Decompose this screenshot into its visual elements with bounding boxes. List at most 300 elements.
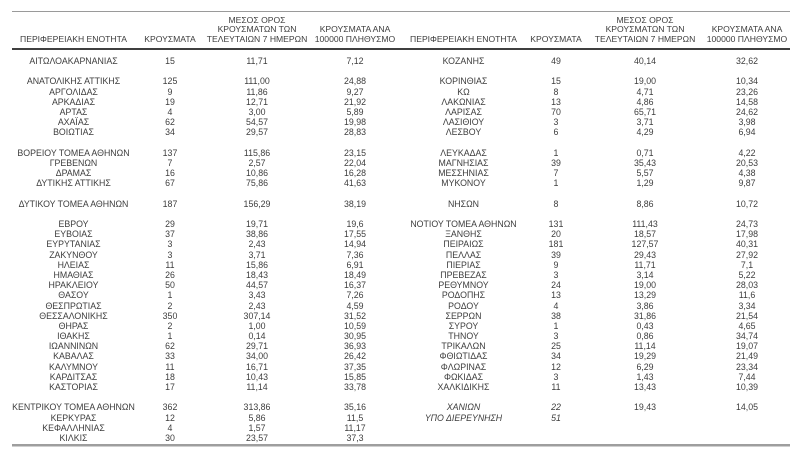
per100k-cell [704, 188, 790, 198]
avg7-cell: 11,14 [246, 382, 268, 392]
per100k-cell: 10,34 [735, 76, 758, 87]
avg7-cell: 11,71 [634, 259, 656, 270]
table-header-row [12, 11, 790, 50]
avg7-cell: 11,14 [634, 341, 656, 352]
avg7-cell: 34,00 [245, 351, 268, 362]
region-cell [401, 209, 526, 219]
cases-cell: 13 [551, 96, 561, 107]
per100k-cell [309, 66, 401, 76]
avg7-cell: 19,00 [633, 76, 656, 87]
header-region-right: ΠΕΡΙΦΕΡΕΙΑΚΗ ΕΝΟΤΗΤΑ [410, 34, 517, 45]
cases-cell: 49 [551, 56, 561, 66]
avg7-cell: 75,86 [245, 178, 268, 189]
per100k-cell: 24,88 [343, 76, 366, 87]
region-cell: ΛΕΣΒΟΥ [445, 127, 482, 138]
region-cell: ΚΑΡΔΙΤΣΑΣ [49, 371, 98, 382]
table-row [12, 199, 790, 209]
avg7-cell: 13,29 [633, 290, 656, 301]
per100k-cell [309, 392, 401, 402]
cases-cell: 25 [551, 341, 561, 352]
per100k-cell: 7,1 [740, 259, 754, 270]
region-cell: ΘΗΡΑΣ [58, 320, 89, 331]
region-cell: ΠΕΛΛΑΣ [445, 249, 482, 260]
header-per100k-left: ΚΡΟΥΣΜΑΤΑ ΑΝΑ 100000 ΠΛΗΘΥΣΜΟ [314, 24, 396, 45]
per100k-cell: 19,6 [346, 219, 364, 229]
cases-cell: 9 [553, 259, 559, 270]
region-cell: ΤΡΙΚΑΛΩΝ [441, 341, 486, 352]
avg7-cell: 127,57 [631, 239, 659, 250]
region-cell: ΛΑΚΩΝΙΑΣ [441, 96, 486, 107]
spacer-row [12, 138, 790, 148]
region-cell [12, 66, 135, 76]
cases-cell: 8 [553, 198, 559, 209]
per100k-cell [704, 433, 790, 443]
per100k-cell [309, 188, 401, 198]
table-row [12, 423, 790, 433]
per100k-cell: 22,04 [343, 157, 366, 168]
cases-cell: 30 [165, 432, 175, 443]
spacer-row [12, 66, 790, 76]
avg7-cell: 4,86 [636, 96, 654, 107]
avg7-cell: 6,29 [636, 361, 654, 372]
per100k-cell: 9,27 [346, 86, 364, 97]
region-cell: ΕΒΡΟΥ [58, 219, 89, 229]
cases-cell: 13 [551, 290, 561, 301]
region-cell: ΑΧΑΪΑΣ [57, 117, 90, 128]
cases-cell: 7 [553, 168, 559, 179]
region-cell: ΝΟΤΙΟΥ ΤΟΜΕΑ ΑΘΗΝΩΝ [410, 219, 517, 229]
region-cell: ΤΗΝΟΥ [448, 331, 479, 342]
table-row [12, 341, 790, 351]
per100k-cell: 19,98 [343, 117, 366, 128]
avg7-cell: 35,43 [633, 157, 656, 168]
table-row [12, 280, 790, 290]
avg7-cell: 111,43 [632, 219, 658, 229]
region-cell: ΚΩ [457, 86, 470, 97]
cases-cell: 137 [162, 147, 178, 158]
table-row [12, 56, 790, 66]
region-cell: ΑΡΚΑΔΙΑΣ [51, 96, 96, 107]
cases-cell [526, 392, 586, 402]
cases-cell [526, 138, 586, 148]
header-per100k-right: ΚΡΟΥΣΜΑΤΑ ΑΝΑ 100000 ΠΛΗΘΥΣΜΟ [706, 24, 788, 45]
region-cell: ΘΕΣΠΡΩΤΙΑΣ [45, 300, 102, 311]
region-cell: ΚΕΝΤΡΙΚΟΥ ΤΟΜΕΑ ΑΘΗΝΩΝ [12, 402, 135, 413]
avg7-cell: 65,71 [633, 106, 656, 117]
region-cell: ΚΕΦΑΛΛΗΝΙΑΣ [42, 422, 105, 433]
per100k-cell [704, 423, 790, 433]
per100k-cell: 37,35 [343, 361, 366, 372]
cases-cell [526, 209, 586, 219]
per100k-cell: 27,92 [735, 249, 758, 260]
avg7-cell: 18,57 [633, 229, 656, 240]
avg7-cell [205, 209, 309, 219]
avg7-cell: 29,71 [245, 341, 268, 352]
cases-cell: 11 [165, 259, 175, 270]
per100k-cell [704, 209, 790, 219]
per100k-cell: 6,94 [738, 127, 756, 138]
region-cell: ΔΥΤΙΚΟΥ ΤΟΜΕΑ ΑΘΗΝΩΝ [18, 198, 129, 209]
per100k-cell: 40,31 [735, 239, 758, 250]
avg7-cell: 115,86 [243, 147, 271, 158]
region-cell: ΦΘΙΩΤΙΔΑΣ [439, 351, 488, 362]
cases-cell: 4 [553, 300, 559, 311]
region-cell: ΠΡΕΒΕΖΑΣ [440, 269, 487, 280]
per100k-cell: 7,36 [346, 249, 364, 260]
per100k-cell: 4,59 [346, 300, 364, 311]
table-row [12, 127, 790, 137]
per100k-cell: 14,58 [735, 96, 758, 107]
per100k-cell: 33,78 [343, 382, 366, 392]
avg7-cell: 2,57 [248, 157, 266, 168]
table-row [12, 321, 790, 331]
per100k-cell: 4,22 [738, 147, 756, 158]
region-cell: ΑΙΤΩΛΟΑΚΑΡΝΑΝΙΑΣ [29, 56, 118, 66]
cases-cell: 350 [162, 310, 178, 321]
avg7-cell: 1,57 [248, 422, 266, 433]
region-cell: ΑΡΓΟΛΙΔΑΣ [49, 86, 98, 97]
per100k-cell [704, 413, 790, 423]
cases-cell: 3 [553, 331, 559, 342]
table-row [12, 250, 790, 260]
per100k-cell: 6,91 [346, 259, 364, 270]
per100k-cell: 15,85 [343, 371, 366, 382]
table-body [12, 50, 790, 443]
table-row [12, 331, 790, 341]
region-cell: ΕΥΒΟΙΑΣ [54, 229, 93, 240]
cases-cell: 7 [167, 157, 173, 168]
per100k-cell: 10,39 [735, 382, 758, 392]
avg7-cell: 13,43 [633, 382, 656, 392]
per100k-cell: 19,07 [735, 341, 758, 352]
region-cell: ΦΩΚΙΔΑΣ [443, 371, 484, 382]
cases-cell: 62 [165, 341, 175, 352]
cases-cell: 24 [551, 280, 561, 291]
per100k-cell: 31,52 [343, 310, 366, 321]
cases-cell [135, 188, 205, 198]
cases-cell: 39 [551, 157, 561, 168]
per100k-cell: 4,38 [738, 168, 756, 179]
avg7-cell: 4,29 [636, 127, 654, 138]
cases-cell: 67 [165, 178, 175, 189]
cases-cell: 20 [551, 229, 561, 240]
per100k-cell: 11,5 [346, 412, 364, 423]
table-row [12, 402, 790, 412]
region-cell: ΑΝΑΤΟΛΙΚΗΣ ΑΤΤΙΚΗΣ [26, 76, 121, 87]
cases-cell: 22 [551, 402, 561, 413]
per100k-cell: 3,98 [738, 117, 756, 128]
per100k-cell: 7,26 [346, 290, 364, 301]
per100k-cell: 21,49 [735, 351, 758, 362]
cases-cell: 11 [165, 361, 175, 372]
avg7-cell: 15,86 [245, 259, 268, 270]
avg7-cell: 19,43 [633, 402, 656, 413]
per100k-cell: 5,89 [346, 106, 364, 117]
per100k-cell: 11,17 [344, 422, 366, 433]
avg7-cell: 5,57 [636, 168, 654, 179]
avg7-cell: 156,29 [243, 198, 271, 209]
cases-cell: 12 [165, 412, 175, 423]
region-cell: ΠΙΕΡΙΑΣ [446, 259, 481, 270]
cases-cell: 3 [553, 117, 559, 128]
per100k-cell: 18,49 [343, 269, 366, 280]
per100k-cell: 16,37 [343, 280, 366, 291]
cases-cell: 1 [553, 320, 559, 331]
per100k-cell: 10,72 [735, 198, 758, 209]
avg7-cell: 31,86 [633, 310, 656, 321]
cases-cell [526, 423, 586, 433]
region-cell: ΒΟΡΕΙΟΥ ΤΟΜΕΑ ΑΘΗΝΩΝ [17, 147, 130, 158]
region-cell: ΙΩΑΝΝΙΝΩΝ [48, 341, 99, 352]
region-cell [12, 392, 135, 402]
region-cell: ΒΟΙΩΤΙΑΣ [53, 127, 94, 138]
cases-cell: 1 [167, 290, 173, 301]
avg7-cell: 12,71 [245, 96, 268, 107]
region-cell: ΧΑΝΙΩΝ [446, 402, 481, 413]
table-row [12, 351, 790, 361]
per100k-cell: 38,19 [343, 198, 366, 209]
per100k-cell: 7,44 [738, 371, 756, 382]
per100k-cell [704, 392, 790, 402]
avg7-cell: 3,00 [248, 106, 266, 117]
avg7-cell: 5,86 [248, 412, 266, 423]
avg7-cell: 2,43 [248, 239, 266, 250]
table-row [12, 270, 790, 280]
table-row [12, 168, 790, 178]
per100k-cell [704, 66, 790, 76]
cases-cell: 17 [165, 382, 175, 392]
avg7-cell: 19,29 [633, 351, 656, 362]
region-cell: ΖΑΚΥΝΘΟΥ [49, 249, 98, 260]
avg7-cell: 10,43 [245, 371, 268, 382]
region-cell: ΔΡΑΜΑΣ [55, 168, 92, 179]
cases-cell: 62 [165, 117, 175, 128]
region-cell: ΕΥΡΥΤΑΝΙΑΣ [46, 239, 101, 250]
cases-cell: 362 [162, 402, 178, 413]
table-row [12, 362, 790, 372]
header-cases-left: ΚΡΟΥΣΜΑΤΑ [144, 34, 196, 45]
regional-cases-table [12, 11, 790, 447]
avg7-cell: 8,86 [636, 198, 654, 209]
table-row [12, 219, 790, 229]
cases-cell [526, 66, 586, 76]
cases-cell: 11 [551, 382, 561, 392]
avg7-cell: 313,86 [243, 402, 271, 413]
table-row [12, 311, 790, 321]
avg7-cell: 38,86 [245, 229, 268, 240]
avg7-cell [586, 188, 704, 198]
per100k-cell [309, 138, 401, 148]
per100k-cell: 16,28 [343, 168, 366, 179]
per100k-cell: 32,62 [735, 56, 758, 66]
avg7-cell [205, 138, 309, 148]
avg7-cell: 3,14 [636, 269, 654, 280]
cases-cell: 34 [551, 351, 561, 362]
avg7-cell: 29,57 [245, 127, 268, 138]
avg7-cell: 11,71 [246, 56, 268, 66]
cases-cell: 51 [551, 412, 561, 423]
region-cell [12, 188, 135, 198]
spacer-row [12, 392, 790, 402]
region-cell [401, 392, 526, 402]
avg7-cell [205, 392, 309, 402]
table-row [12, 413, 790, 423]
region-cell: ΚΙΛΚΙΣ [59, 432, 88, 443]
table-row [12, 372, 790, 382]
region-cell [401, 138, 526, 148]
per100k-cell: 23,26 [735, 86, 758, 97]
cases-cell [526, 188, 586, 198]
per100k-cell: 10,59 [343, 320, 366, 331]
region-cell: ΜΥΚΟΝΟΥ [441, 178, 486, 189]
header-cases-right: ΚΡΟΥΣΜΑΤΑ [530, 34, 582, 45]
avg7-cell: 3,86 [636, 300, 654, 311]
region-cell: ΡΟΔΟΠΗΣ [441, 290, 486, 301]
cases-cell: 37 [165, 229, 175, 240]
cases-cell: 38 [551, 310, 561, 321]
cases-cell: 8 [553, 86, 559, 97]
per100k-cell: 20,53 [735, 157, 758, 168]
per100k-cell: 14,05 [735, 402, 758, 413]
per100k-cell: 30,95 [343, 331, 366, 342]
cases-cell: 4 [167, 106, 173, 117]
region-cell: ΦΛΩΡΙΝΑΣ [440, 361, 487, 372]
cases-cell: 1 [167, 331, 173, 342]
avg7-cell [586, 138, 704, 148]
region-cell [401, 66, 526, 76]
region-cell: ΡΕΘΥΜΝΟΥ [438, 280, 489, 291]
table-row [12, 301, 790, 311]
region-cell: ΗΛΕΙΑΣ [57, 259, 90, 270]
avg7-cell: 44,57 [245, 280, 268, 291]
region-cell: ΛΕΥΚΑΔΑΣ [440, 147, 487, 158]
cases-cell: 29 [165, 219, 175, 229]
cases-cell: 18 [165, 371, 175, 382]
cases-cell: 26 [165, 269, 175, 280]
region-cell [12, 209, 135, 219]
region-cell: ΔΥΤΙΚΗΣ ΑΤΤΙΚΗΣ [36, 178, 111, 189]
per100k-cell: 23,34 [735, 361, 758, 372]
cases-cell: 4 [167, 422, 173, 433]
cases-cell: 70 [551, 106, 561, 117]
cases-cell: 3 [553, 269, 559, 280]
avg7-cell: 111,00 [244, 76, 270, 87]
per100k-cell: 35,16 [343, 402, 366, 413]
spacer-row [12, 209, 790, 219]
avg7-cell: 2,43 [248, 300, 266, 311]
cases-cell: 39 [551, 249, 561, 260]
per100k-cell: 24,73 [735, 219, 758, 229]
cases-cell: 12 [551, 361, 561, 372]
region-cell: ΗΡΑΚΛΕΙΟΥ [48, 280, 99, 291]
avg7-cell: 16,71 [245, 361, 268, 372]
avg7-cell: 0,71 [636, 147, 654, 158]
cases-cell [526, 433, 586, 443]
per100k-cell: 34,74 [735, 331, 758, 342]
region-cell: ΚΑΛΥΜΝΟΥ [49, 361, 98, 372]
avg7-cell: 0,43 [636, 320, 654, 331]
cases-cell: 19 [165, 96, 175, 107]
region-cell: ΣΥΡΟΥ [448, 320, 479, 331]
cases-cell [135, 138, 205, 148]
region-cell: ΝΗΣΩΝ [447, 198, 480, 209]
region-cell: ΚΕΡΚΥΡΑΣ [50, 412, 97, 423]
cases-cell: 3 [167, 249, 173, 260]
per100k-cell: 7,12 [346, 56, 364, 66]
avg7-cell: 3,43 [248, 290, 266, 301]
region-cell [401, 188, 526, 198]
table-row [12, 117, 790, 127]
per100k-cell: 41,63 [343, 178, 366, 189]
avg7-cell: 4,71 [636, 86, 654, 97]
header-avg7-left: ΜΕΣΟΣ ΟΡΟΣ ΚΡΟΥΣΜΑΤΩΝ ΤΩΝ ΤΕΛΕΥΤΑΙΩΝ 7 ΗΜΕΡΩΝ [206, 14, 308, 45]
avg7-cell: 1,00 [248, 320, 266, 331]
header-region-left: ΠΕΡΙΦΕΡΕΙΑΚΗ ΕΝΟΤΗΤΑ [20, 34, 127, 45]
table-row [12, 178, 790, 188]
region-cell: ΙΘΑΚΗΣ [57, 331, 90, 342]
per100k-cell: 28,03 [735, 280, 758, 291]
avg7-cell [586, 392, 704, 402]
avg7-cell: 18,43 [245, 269, 268, 280]
table-row [12, 433, 790, 443]
avg7-cell: 23,57 [245, 432, 268, 443]
region-cell: ΧΑΛΚΙΔΙΚΗΣ [437, 382, 490, 392]
cases-cell: 16 [165, 168, 175, 179]
table-row [12, 239, 790, 249]
spacer-row [12, 188, 790, 198]
cases-cell: 1 [553, 147, 559, 158]
per100k-cell: 3,34 [738, 300, 756, 311]
cases-cell [135, 392, 205, 402]
cases-cell: 1 [553, 178, 559, 189]
avg7-cell: 3,71 [636, 117, 654, 128]
table-row [12, 107, 790, 117]
region-cell: ΚΑΣΤΟΡΙΑΣ [49, 382, 98, 392]
cases-cell: 3 [553, 371, 559, 382]
per100k-cell: 23,15 [343, 147, 366, 158]
per100k-cell: 37,3 [346, 432, 364, 443]
region-cell: ΡΟΔΟΥ [448, 300, 479, 311]
bottom-divider [12, 444, 790, 447]
table-row [12, 382, 790, 392]
avg7-cell: 10,86 [245, 168, 268, 179]
avg7-cell: 1,29 [636, 178, 654, 189]
cases-cell: 50 [165, 280, 175, 291]
avg7-cell: 19,00 [633, 280, 656, 291]
header-avg7-right: ΜΕΣΟΣ ΟΡΟΣ ΚΡΟΥΣΜΑΤΩΝ ΤΩΝ ΤΕΛΕΥΤΑΙΩΝ 7 ΗΜΕΡΩΝ [594, 14, 696, 45]
cases-cell: 2 [167, 300, 173, 311]
per100k-cell: 9,87 [738, 178, 756, 189]
avg7-cell [205, 66, 309, 76]
region-cell [12, 138, 135, 148]
per100k-cell [704, 138, 790, 148]
per100k-cell: 26,42 [343, 351, 366, 362]
region-cell: ΚΑΒΑΛΑΣ [53, 351, 94, 362]
avg7-cell: 40,14 [633, 56, 656, 66]
cases-cell: 34 [165, 127, 175, 138]
region-cell: ΞΑΝΘΗΣ [445, 229, 482, 240]
cases-cell: 6 [553, 127, 559, 138]
avg7-cell: 3,71 [248, 249, 266, 260]
cases-cell: 181 [548, 239, 564, 250]
table-row [12, 87, 790, 97]
cases-cell: 187 [162, 198, 178, 209]
avg7-cell: 0,14 [248, 331, 266, 342]
region-cell: ΜΕΣΣΗΝΙΑΣ [438, 168, 489, 179]
cases-cell: 2 [167, 320, 173, 331]
avg7-cell [586, 209, 704, 219]
cases-cell: 33 [165, 351, 175, 362]
